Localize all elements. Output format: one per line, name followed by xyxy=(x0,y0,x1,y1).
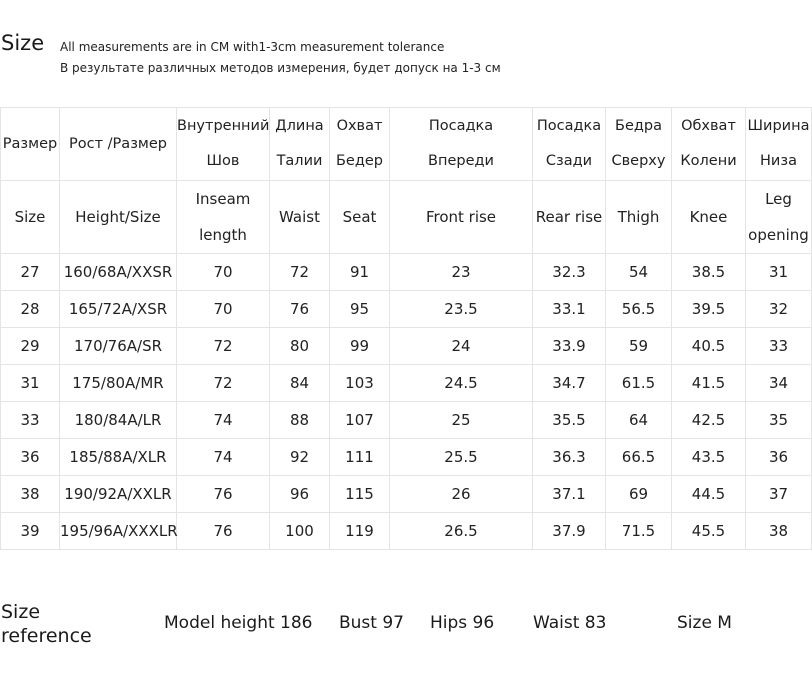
table-cell: 99 xyxy=(330,328,390,365)
table-cell: 54 xyxy=(606,254,672,291)
table-cell: 31 xyxy=(746,254,812,291)
header-cell xyxy=(533,181,606,254)
header-text: Внутренний xyxy=(177,118,270,134)
table-cell: 26 xyxy=(390,476,533,513)
tolerance-note-ru: В результате различных методов измерения, будет допуск на 1-3 см xyxy=(60,61,501,75)
table-cell: 37.1 xyxy=(533,476,606,513)
table-cell: 190/92A/XXLR xyxy=(60,476,177,513)
table-cell: 74 xyxy=(177,402,270,439)
table-cell: 69 xyxy=(606,476,672,513)
table-cell: 40.5 xyxy=(672,328,746,365)
table-cell: 59 xyxy=(606,328,672,365)
table-cell: 31 xyxy=(1,365,60,402)
table-cell: 72 xyxy=(177,365,270,402)
table-cell: 72 xyxy=(177,328,270,365)
header-cell xyxy=(533,108,606,181)
header-cell xyxy=(390,181,533,254)
table-cell: 25 xyxy=(390,402,533,439)
headers_ru-row xyxy=(1,108,812,181)
header-cell xyxy=(606,108,672,181)
table-cell: 61.5 xyxy=(606,365,672,402)
table-cell: 72 xyxy=(270,254,330,291)
table-cell: 64 xyxy=(606,402,672,439)
model-waist: Waist 83 xyxy=(533,613,607,633)
table-cell: 175/80A/MR xyxy=(60,365,177,402)
model-height: Model height 186 xyxy=(164,613,313,633)
size-chart-table xyxy=(0,107,812,550)
header-cell xyxy=(330,108,390,181)
header-cell xyxy=(746,108,812,181)
header-text: Front rise xyxy=(425,208,497,226)
table-cell: 74 xyxy=(177,439,270,476)
table-row xyxy=(1,513,812,550)
table-cell: 92 xyxy=(270,439,330,476)
header-text: Ширина xyxy=(747,118,810,134)
table-cell: 39 xyxy=(1,513,60,550)
table-cell: 96 xyxy=(270,476,330,513)
table-row xyxy=(1,254,812,291)
table-cell: 38.5 xyxy=(672,254,746,291)
table-cell: 100 xyxy=(270,513,330,550)
size-reference-line2: reference xyxy=(1,625,92,647)
table-cell: 195/96A/XXXLR xyxy=(60,513,177,550)
table-row xyxy=(1,439,812,476)
table-cell: 66.5 xyxy=(606,439,672,476)
header-cell xyxy=(1,108,60,181)
header-cell xyxy=(1,181,60,254)
header-cell xyxy=(270,181,330,254)
header-text: Талии xyxy=(276,153,323,169)
table-cell: 38 xyxy=(1,476,60,513)
header-cell xyxy=(606,181,672,254)
table-cell: 39.5 xyxy=(672,291,746,328)
table-cell: 76 xyxy=(177,513,270,550)
size-reference-line1: Size xyxy=(1,601,41,623)
header-text: Seat xyxy=(342,208,377,226)
table-cell: 37 xyxy=(746,476,812,513)
header-text: Waist xyxy=(279,208,320,226)
table-cell: 111 xyxy=(330,439,390,476)
header-cell xyxy=(60,108,177,181)
size-title: Size xyxy=(1,31,45,55)
header-text: Size xyxy=(14,208,46,226)
table-cell: 185/88A/XLR xyxy=(60,439,177,476)
header-cell xyxy=(330,181,390,254)
table-row xyxy=(1,402,812,439)
table-cell: 36 xyxy=(746,439,812,476)
header-cell xyxy=(746,181,812,254)
table-cell: 36 xyxy=(1,439,60,476)
table-cell: 28 xyxy=(1,291,60,328)
table-cell: 103 xyxy=(330,365,390,402)
header-text: Inseam xyxy=(195,190,251,208)
table-cell: 84 xyxy=(270,365,330,402)
header-cell xyxy=(177,108,270,181)
header-text: length xyxy=(199,226,247,244)
table-row xyxy=(1,291,812,328)
table-cell: 33.9 xyxy=(533,328,606,365)
table-cell: 26.5 xyxy=(390,513,533,550)
table-cell: 33 xyxy=(746,328,812,365)
header-text: Посадка xyxy=(536,118,602,134)
table-row xyxy=(1,328,812,365)
table-cell: 115 xyxy=(330,476,390,513)
header-text: Knee xyxy=(689,208,728,226)
header-text: Сверху xyxy=(611,153,666,169)
header-text: Rear rise xyxy=(535,208,603,226)
table-cell: 44.5 xyxy=(672,476,746,513)
table-cell: 119 xyxy=(330,513,390,550)
table-cell: 107 xyxy=(330,402,390,439)
table-cell: 91 xyxy=(330,254,390,291)
table-cell: 33.1 xyxy=(533,291,606,328)
table-cell: 35 xyxy=(746,402,812,439)
header-cell xyxy=(672,181,746,254)
table-cell: 27 xyxy=(1,254,60,291)
table-cell: 70 xyxy=(177,254,270,291)
table-row xyxy=(1,476,812,513)
table-cell: 33 xyxy=(1,402,60,439)
table-cell: 80 xyxy=(270,328,330,365)
table-cell: 25.5 xyxy=(390,439,533,476)
header-text: Leg xyxy=(765,190,792,208)
header-text: Бедра xyxy=(615,118,662,134)
header-cell xyxy=(60,181,177,254)
table-cell: 42.5 xyxy=(672,402,746,439)
model-size: Size M xyxy=(677,613,732,633)
table-cell: 45.5 xyxy=(672,513,746,550)
header-text: Сзади xyxy=(545,153,593,169)
model-hips: Hips 96 xyxy=(430,613,495,633)
header-text: Длина xyxy=(275,118,324,134)
tolerance-note-en: All measurements are in CM with1-3cm measurement tolerance xyxy=(60,40,445,54)
table-cell: 34 xyxy=(746,365,812,402)
table-cell: 70 xyxy=(177,291,270,328)
header-text: Шов xyxy=(206,153,240,169)
table-cell: 170/76A/SR xyxy=(60,328,177,365)
header-cell xyxy=(390,108,533,181)
table-cell: 76 xyxy=(177,476,270,513)
table-cell: 24 xyxy=(390,328,533,365)
table-cell: 43.5 xyxy=(672,439,746,476)
table-cell: 41.5 xyxy=(672,365,746,402)
table-cell: 95 xyxy=(330,291,390,328)
header-text: opening xyxy=(748,226,809,244)
table-cell: 23.5 xyxy=(390,291,533,328)
header-cell xyxy=(672,108,746,181)
header-text: Height/Size xyxy=(75,208,161,226)
table-cell: 56.5 xyxy=(606,291,672,328)
table-cell: 32.3 xyxy=(533,254,606,291)
table-cell: 37.9 xyxy=(533,513,606,550)
size-reference-label xyxy=(1,600,92,648)
model-bust: Bust 97 xyxy=(339,613,404,633)
headers_en-row xyxy=(1,181,812,254)
header-cell xyxy=(177,181,270,254)
table-cell: 36.3 xyxy=(533,439,606,476)
table-cell: 71.5 xyxy=(606,513,672,550)
table-cell: 24.5 xyxy=(390,365,533,402)
header-text: Охват xyxy=(336,118,383,134)
table-cell: 88 xyxy=(270,402,330,439)
table-cell: 32 xyxy=(746,291,812,328)
header-text: Бедер xyxy=(335,153,384,169)
header-text: Размер xyxy=(2,135,58,152)
header-text: Низа xyxy=(760,153,797,169)
header-text: Обхват xyxy=(681,118,736,134)
table-cell: 34.7 xyxy=(533,365,606,402)
table-cell: 160/68A/XXSR xyxy=(60,254,177,291)
table-cell: 76 xyxy=(270,291,330,328)
table-cell: 180/84A/LR xyxy=(60,402,177,439)
table-row xyxy=(1,365,812,402)
table-cell: 165/72A/XSR xyxy=(60,291,177,328)
table-cell: 38 xyxy=(746,513,812,550)
header-text: Колени xyxy=(680,153,737,169)
header-text: Thigh xyxy=(617,208,660,226)
table-cell: 23 xyxy=(390,254,533,291)
header-text: Посадка xyxy=(428,118,494,134)
table-cell: 29 xyxy=(1,328,60,365)
header-text: Впереди xyxy=(428,153,494,169)
size-chart-body xyxy=(1,108,812,550)
header-cell xyxy=(270,108,330,181)
header-text: Рост /Размер xyxy=(69,135,167,152)
table-cell: 35.5 xyxy=(533,402,606,439)
